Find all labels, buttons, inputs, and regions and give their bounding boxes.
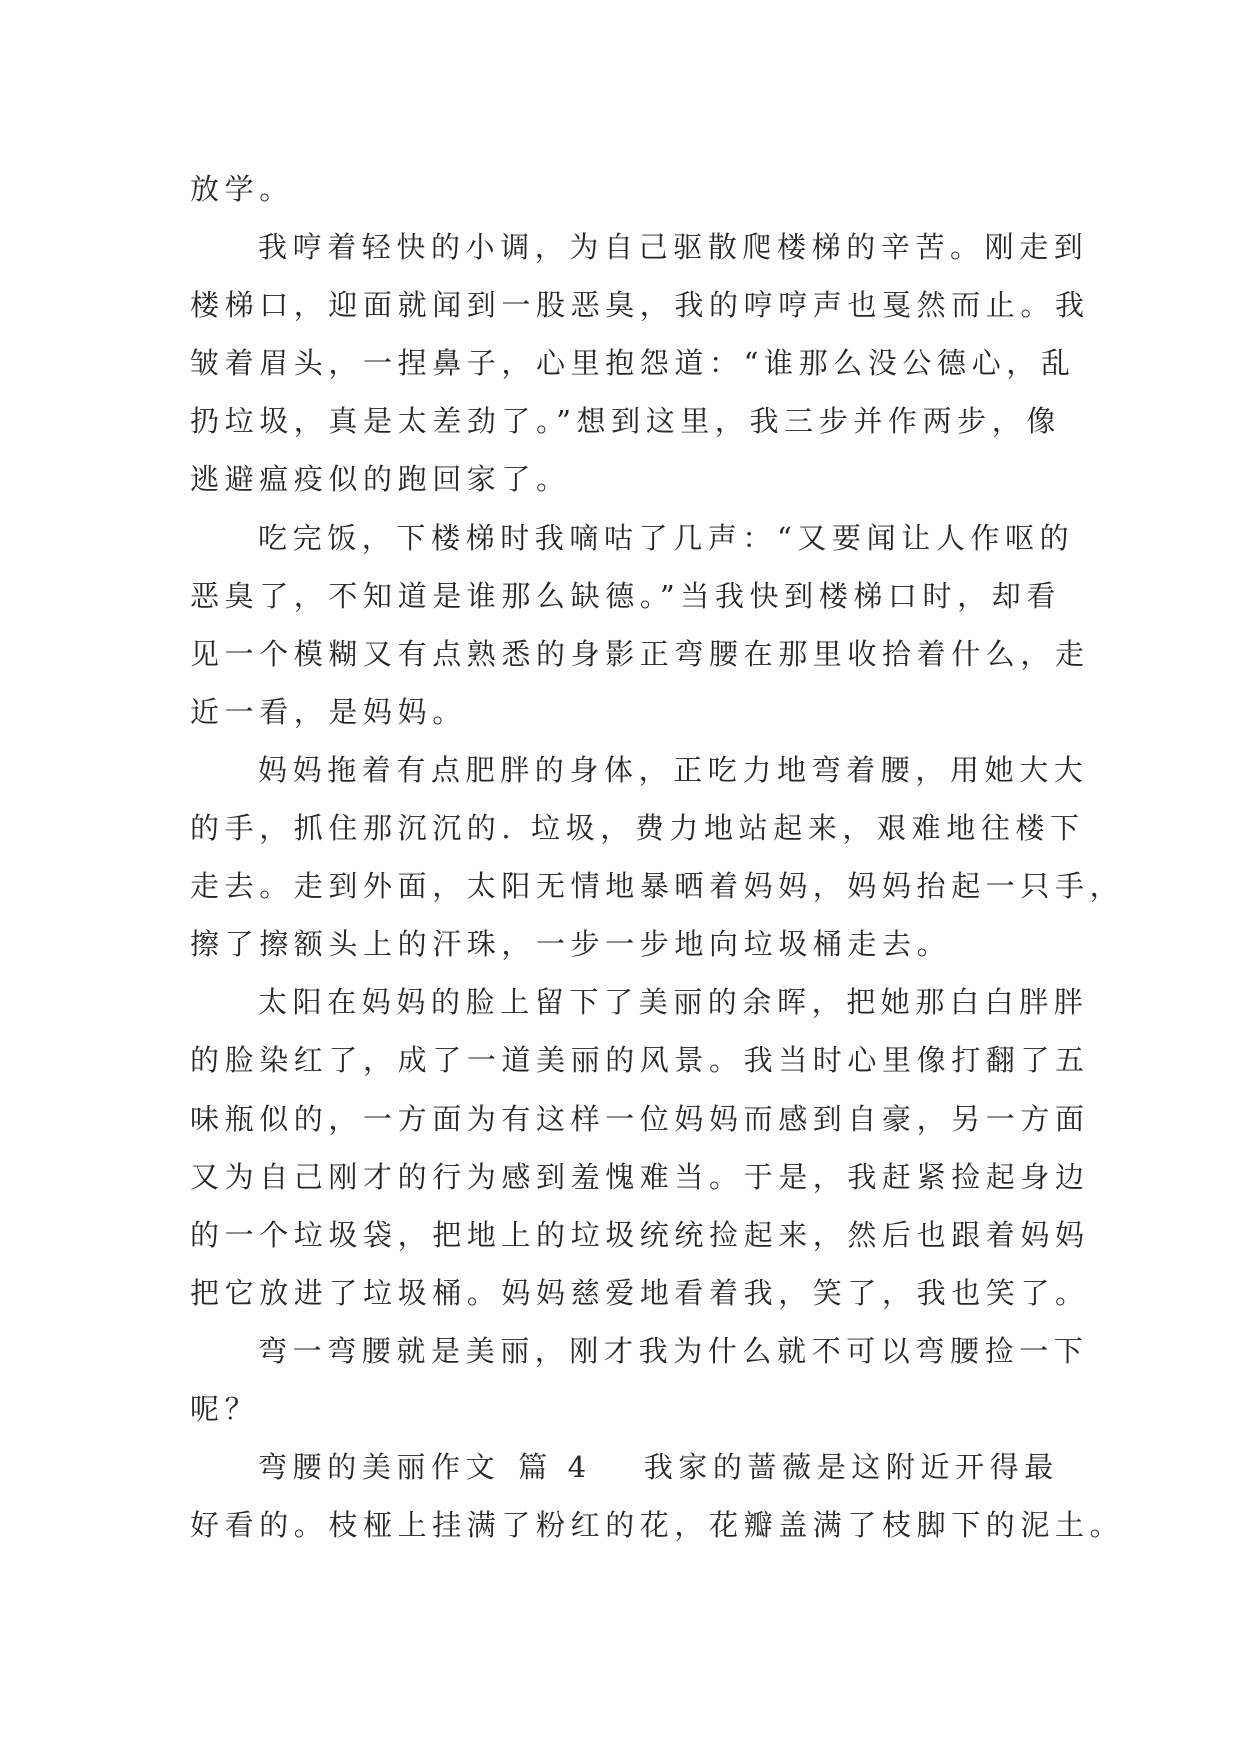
text-line: 近一看，是妈妈。 [190,694,467,729]
text-line: 的手，抓住那沉沉的. 垃圾，费力地站起来，艰难地往楼下 [190,811,1085,846]
text-line: 楼梯口，迎面就闻到一股恶臭，我的哼哼声也戛然而止。我 [190,288,1090,323]
section-first-text: 我家的蔷薇是这附近开得最 [643,1450,1059,1485]
text-line: 的一个垃圾袋，把地上的垃圾统统捡起来，然后也跟着妈妈 [190,1217,1090,1252]
text-line: 走去。走到外面，太阳无情地暴晒着妈妈，妈妈抬起一只手， [190,869,1125,904]
paragraph-first-line: 妈妈拖着有点肥胖的身体，正吃力地弯着腰，用她大大 [258,752,1089,787]
text-line: 见一个模糊又有点熟悉的身影正弯腰在那里收拾着什么，走 [190,636,1090,671]
text-line: 的脸染红了，成了一道美丽的风景。我当时心里像打翻了五 [190,1043,1090,1078]
text-line: 扔垃圾，真是太差劲了。”想到这里，我三步并作两步，像 [190,404,1061,439]
section-heading-line [190,1438,1070,1496]
paragraph-first-line: 吃完饭，下楼梯时我嘀咕了几声：“又要闻让人作呕的 [258,520,1075,555]
text-line: 好看的。枝桠上挂满了粉红的花，花瓣盖满了枝脚下的泥土。 [190,1508,1125,1543]
text-line: 放学。 [190,172,294,206]
text-line: 呢？ [190,1391,260,1426]
text-line: 又为自己刚才的行为感到羞愧难当。于是，我赶紧捡起身边 [190,1159,1090,1194]
paragraph-first-line: 太阳在妈妈的脸上留下了美丽的余晖，把她那白白胖胖 [258,985,1089,1020]
text-line: 恶臭了，不知道是谁那么缺德。”当我快到楼梯口时，却看 [190,578,1061,613]
section-label: 篇 4 [518,1450,592,1485]
text-line: 逃避瘟疫似的跑回家了。 [190,462,571,497]
text-line: 味瓶似的，一方面为有这样一位妈妈而感到自豪，另一方面 [190,1101,1090,1136]
text-line: 擦了擦额头上的汗珠，一步一步地向垃圾桶走去。 [190,927,952,962]
section-title: 弯腰的美丽作文 [258,1450,501,1485]
article-body [190,160,1125,1554]
text-line: 皱着眉头，一捏鼻子，心里抱怨道：“谁那么没公德心，乱 [190,346,1076,381]
paragraph-first-line: 我哼着轻快的小调，为自己驱散爬楼梯的辛苦。刚走到 [258,230,1089,265]
paragraph-first-line: 弯一弯腰就是美丽，刚才我为什么就不可以弯腰捡一下 [258,1333,1089,1368]
text-line: 把它放进了垃圾桶。妈妈慈爱地看着我，笑了，我也笑了。 [190,1275,1090,1310]
